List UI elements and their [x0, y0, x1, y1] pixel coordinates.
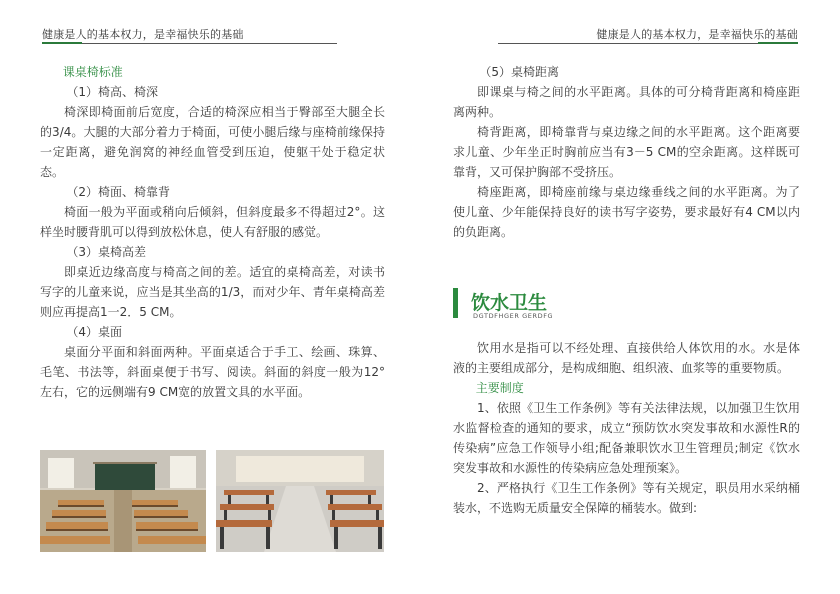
section-title-bar: [453, 288, 458, 318]
section-5-paragraph-1: 即课桌与椅之间的水平距离。具体的可分椅背距离和椅座距离两种。: [453, 85, 800, 119]
section-1-paragraph: 椅深即椅面前后宽度，合适的椅深应相当于臀部至大腿全长的3/4。大腿的大部分着力于椅面，可使小腿后缘与座椅前缘保持一定距离，避免润窝的神经血管受到压迫，使躯干处于稳定状态。: [40, 105, 385, 179]
header-right-rule: [498, 43, 798, 44]
section-2-paragraph: 椅面一般为平面或稍向后倾斜，但斜度最多不得超过2°。这样坐时腰背肌可以得到放松休息，使人有舒服的感觉。: [40, 205, 385, 239]
header-right-accent: [758, 42, 798, 44]
section-3-title: （3）桌椅高差: [66, 245, 147, 259]
section-2-title: （2）椅面、椅靠背: [66, 185, 171, 199]
section-5-paragraph-2: 椅背距离，即椅靠背与桌边缘之间的水平距离。这个距离要求儿童、少年坐正时胸前应当有3－5 CM的空余距离。这样既可靠背，又可保护胸部不受挤压。: [453, 125, 800, 179]
right-column: [453, 62, 800, 242]
section-4-title: （4）桌面: [66, 325, 123, 339]
section-title-chinese: 饮水卫生: [471, 292, 548, 314]
section-title-english: DGTDFHGER GERDFG: [473, 312, 554, 320]
classroom-photos: [40, 450, 385, 552]
section-4-paragraph: 桌面分平面和斜面两种。平面桌适合于手工、绘画、珠算、毛笔、书法等，斜面桌便于书写、阅读。斜面的斜度一般为12°左右，它的远侧端有9 CM宽的放置文具的水平面。: [40, 345, 385, 399]
section-1-title: （1）椅高、椅深: [66, 85, 159, 99]
desk-chair-heading: 课桌椅标准: [62, 65, 123, 79]
water-intro-paragraph: 饮用水是指可以不经处理、直接供给人体饮用的水。水是体液的主要组成部分，是构成细胞、组织液、血浆等的重要物质。: [453, 341, 800, 375]
section-5-title: （5）桌椅距离: [479, 65, 560, 79]
header-left-text: 健康是人的基本权力，是幸福快乐的基础: [42, 28, 244, 41]
header-left-rule: [42, 43, 337, 44]
main-rules-heading: 主要制度: [475, 381, 524, 395]
header-right: [420, 0, 840, 44]
header-left-accent: [42, 42, 82, 44]
rule-1-paragraph: 1、依照《卫生工作条例》等有关法律法规，以加强卫生饮用水监督检查的通知的要求，成立“预防饮水突发事故和水源性R的传染病”应急工作领导小组;配备兼职饮水卫生管理员;制定《饮水突发事故和水源性的传染病应急处理预案》。: [453, 401, 800, 475]
water-hygiene-body: [453, 338, 800, 518]
header-right-text: 健康是人的基本权力，是幸福快乐的基础: [596, 28, 798, 41]
section-5-paragraph-3: 椅座距离，即椅座前缘与桌边缘垂线之间的水平距离。为了使儿童、少年能保持良好的读书写字姿势，要求最好有4 CM以内的负距离。: [453, 185, 800, 239]
classroom-photo-1: [40, 450, 206, 552]
classroom-photo-2: [216, 450, 384, 552]
rule-2-paragraph: 2、严格执行《卫生工作条例》等有关规定，职员用水采纳桶装水，不选购无质量安全保障的桶装水。做到:: [453, 481, 800, 515]
header-left: [0, 0, 420, 44]
left-column: [40, 62, 385, 402]
section-3-paragraph: 即桌近边缘高度与椅高之间的差。适宜的桌椅高差，对读书写字的儿童来说，应当是其坐高的1/3，而对少年、青年桌椅高差则应再提高1一2．5 CM。: [40, 265, 385, 319]
